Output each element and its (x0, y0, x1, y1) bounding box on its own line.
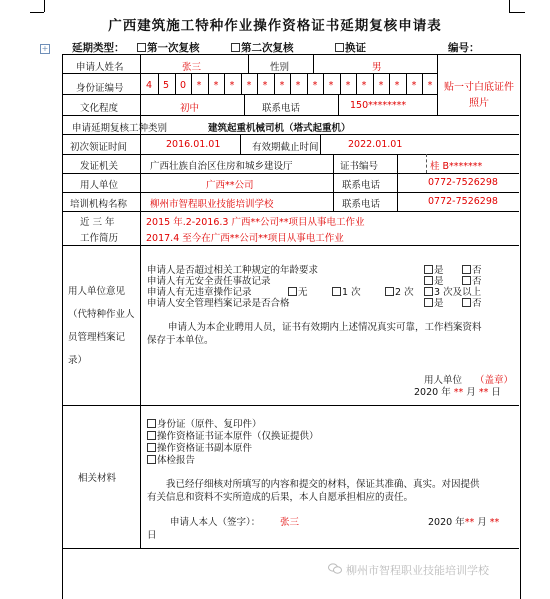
checkbox-icon (147, 431, 156, 440)
wechat-icon (328, 563, 342, 574)
option-first-review[interactable]: 第一次复核 (137, 40, 200, 55)
issuer-label: 发证机关 (80, 161, 119, 172)
violation-twice-option[interactable]: 2 次 (385, 284, 414, 298)
id-digit[interactable]: * (295, 80, 301, 91)
checkbox-icon (147, 455, 156, 464)
accident-yes-option[interactable]: 是 (424, 273, 444, 287)
id-number-label: 身份证编号 (76, 83, 124, 94)
watermark-text: 柳州市智程职业技能培训学校 (346, 564, 489, 577)
first-issue-value[interactable]: 2016.01.01 (166, 139, 221, 150)
id-digit[interactable]: * (196, 80, 202, 91)
checkbox-icon (288, 287, 297, 296)
commitment-statement: 我已经仔细核对所填写的内容和提交的材料，保证其准确、真实。对因提供 (166, 479, 480, 490)
table-move-handle-icon[interactable]: + (41, 44, 49, 53)
applicant-signature[interactable]: 张三 (280, 517, 300, 528)
work-history-label-2: 工作简历 (80, 233, 119, 244)
id-digit[interactable]: * (361, 80, 367, 91)
expiry-value[interactable]: 2022.01.01 (348, 139, 403, 150)
checkbox-icon (147, 419, 156, 428)
material-item-id[interactable]: 身份证（原件、复印件） (147, 416, 262, 430)
phone-label: 联系电话 (262, 103, 301, 114)
id-digit[interactable]: * (262, 80, 268, 91)
checkbox-icon (462, 298, 471, 307)
checkbox-icon (137, 43, 146, 52)
id-digit[interactable]: * (394, 80, 400, 91)
checkbox-icon (424, 298, 433, 307)
job-type-value[interactable]: 建筑起重机械司机（塔式起重机） (208, 123, 351, 134)
id-digit[interactable]: * (312, 80, 318, 91)
employer-phone-label: 联系电话 (342, 180, 381, 191)
renewal-type-label: 延期类型： (72, 42, 125, 54)
violation-none-option[interactable]: 无 (288, 284, 308, 298)
material-item-cert-original[interactable]: 操作资格证书证本原件（仅换证提供） (147, 428, 319, 442)
seal-note: （盖章） (475, 375, 514, 386)
id-digit[interactable]: * (411, 80, 417, 91)
applicant-sign-label: 申请人本人（签字）： (170, 517, 261, 528)
employer-label: 用人单位 (80, 180, 119, 191)
training-value[interactable]: 柳州市智程职业技能培训学校 (150, 199, 274, 210)
job-type-label: 申请延期复核工种类别 (72, 123, 168, 134)
checkbox-icon (231, 43, 240, 52)
employer-phone-value[interactable]: 0772-7526298 (428, 177, 498, 188)
id-digit[interactable]: * (279, 80, 285, 91)
issuer-value[interactable]: 广西壮族自治区住房和城乡建设厅 (150, 161, 293, 172)
training-phone-label: 联系电话 (342, 199, 381, 210)
id-digit[interactable]: 4 (145, 80, 153, 91)
checkbox-icon (385, 287, 394, 296)
work-history-line[interactable]: 2017.4 至今在广西**公司**项目从事电工作业 (146, 233, 344, 244)
age-no-option[interactable]: 否 (462, 262, 482, 276)
gender-value[interactable]: 男 (372, 62, 382, 73)
gender-label: 性别 (270, 62, 290, 73)
option-replace-cert[interactable]: 换证 (335, 40, 366, 55)
crop-mark (44, 0, 45, 12)
cert-no-label: 证书编号 (340, 161, 379, 172)
opinion-label-2: （代特种作业人 (68, 309, 135, 320)
id-digit[interactable]: 5 (162, 80, 170, 91)
work-history-label: 近 三 年 (80, 217, 115, 228)
applicant-name-label: 申请人姓名 (76, 62, 124, 73)
opinion-question-age: 申请人是否超过相关工种规定的年龄要求 (147, 265, 319, 276)
work-history-line[interactable]: 2015 年.2-2016.3 广西**公司**项目从事电工作业 (146, 217, 365, 228)
opinion-statement: 申请人为本企业聘用人员，证书有效期内上述情况真实可靠，工作档案资料 (168, 322, 482, 333)
id-digit[interactable]: * (378, 80, 384, 91)
training-phone-value[interactable]: 0772-7526298 (428, 196, 498, 207)
crop-mark (509, 0, 510, 12)
checkbox-icon (335, 43, 344, 52)
archive-yes-option[interactable]: 是 (424, 295, 444, 309)
applicant-date-day: 日 (147, 530, 157, 541)
phone-value[interactable]: 150******** (350, 100, 407, 111)
id-digit[interactable]: * (427, 80, 433, 91)
opinion-label-4: 录） (68, 355, 88, 366)
opinion-question-archive: 申请人安全管理档案记录是否合格 (147, 298, 290, 309)
age-yes-option[interactable]: 是 (424, 262, 444, 276)
opinion-label-3: 员管理档案记 (68, 332, 126, 343)
photo-placeholder[interactable]: 贴一寸白底证件照片 (444, 82, 514, 109)
material-item-medical[interactable]: 体检报告 (147, 452, 195, 466)
opinion-question-accident: 申请人有无安全责任事故记录 (147, 276, 271, 287)
education-label: 文化程度 (80, 103, 119, 114)
employer-value[interactable]: 广西**公司 (206, 180, 254, 191)
materials-label: 相关材料 (78, 473, 117, 484)
crop-mark (30, 12, 44, 13)
violation-once-option[interactable]: 1 次 (332, 284, 361, 298)
number-label: 编号： (448, 42, 480, 54)
id-digit[interactable]: 0 (179, 80, 187, 91)
archive-no-option[interactable]: 否 (462, 295, 482, 309)
material-item-cert-copy[interactable]: 操作资格证书副本原件 (147, 440, 252, 454)
form-title: 广西建筑施工特种作业操作资格证书延期复核申请表 (108, 18, 442, 34)
opinion-statement-2: 保存于本单位。 (147, 335, 214, 346)
commitment-statement-2: 有关信息和资料不实所造成的后果，本人自愿承担相应的责任。 (147, 492, 414, 503)
id-digit[interactable]: * (229, 80, 235, 91)
training-label: 培训机构名称 (70, 199, 128, 210)
id-digit[interactable]: * (246, 80, 252, 91)
option-second-review[interactable]: 第二次复核 (231, 40, 294, 55)
opinion-date[interactable]: 2020 年 ** 月 ** 日 (414, 387, 501, 398)
cert-no-value[interactable]: 桂 B******* (430, 161, 483, 172)
expiry-label: 有效期截止时间 (252, 142, 319, 153)
violation-thrice-option[interactable]: 3 次及以上 (424, 284, 481, 298)
education-value[interactable]: 初中 (180, 103, 200, 114)
opinion-label: 用人单位意见 (68, 286, 126, 297)
employer-sign-label: 用人单位 (424, 375, 463, 386)
opinion-question-violation: 申请人有无违章操作记录 (147, 287, 252, 298)
id-digit[interactable]: * (213, 80, 219, 91)
first-issue-label: 初次领证时间 (70, 142, 128, 153)
applicant-date[interactable]: 2020 年** 月 ** (428, 517, 500, 528)
applicant-name-value[interactable]: 张三 (182, 62, 202, 73)
accident-no-option[interactable]: 否 (462, 273, 482, 287)
id-digit[interactable]: * (345, 80, 351, 91)
id-digit[interactable]: * (328, 80, 334, 91)
checkbox-icon (332, 287, 341, 296)
crop-mark (509, 12, 525, 13)
checkbox-icon (147, 443, 156, 452)
